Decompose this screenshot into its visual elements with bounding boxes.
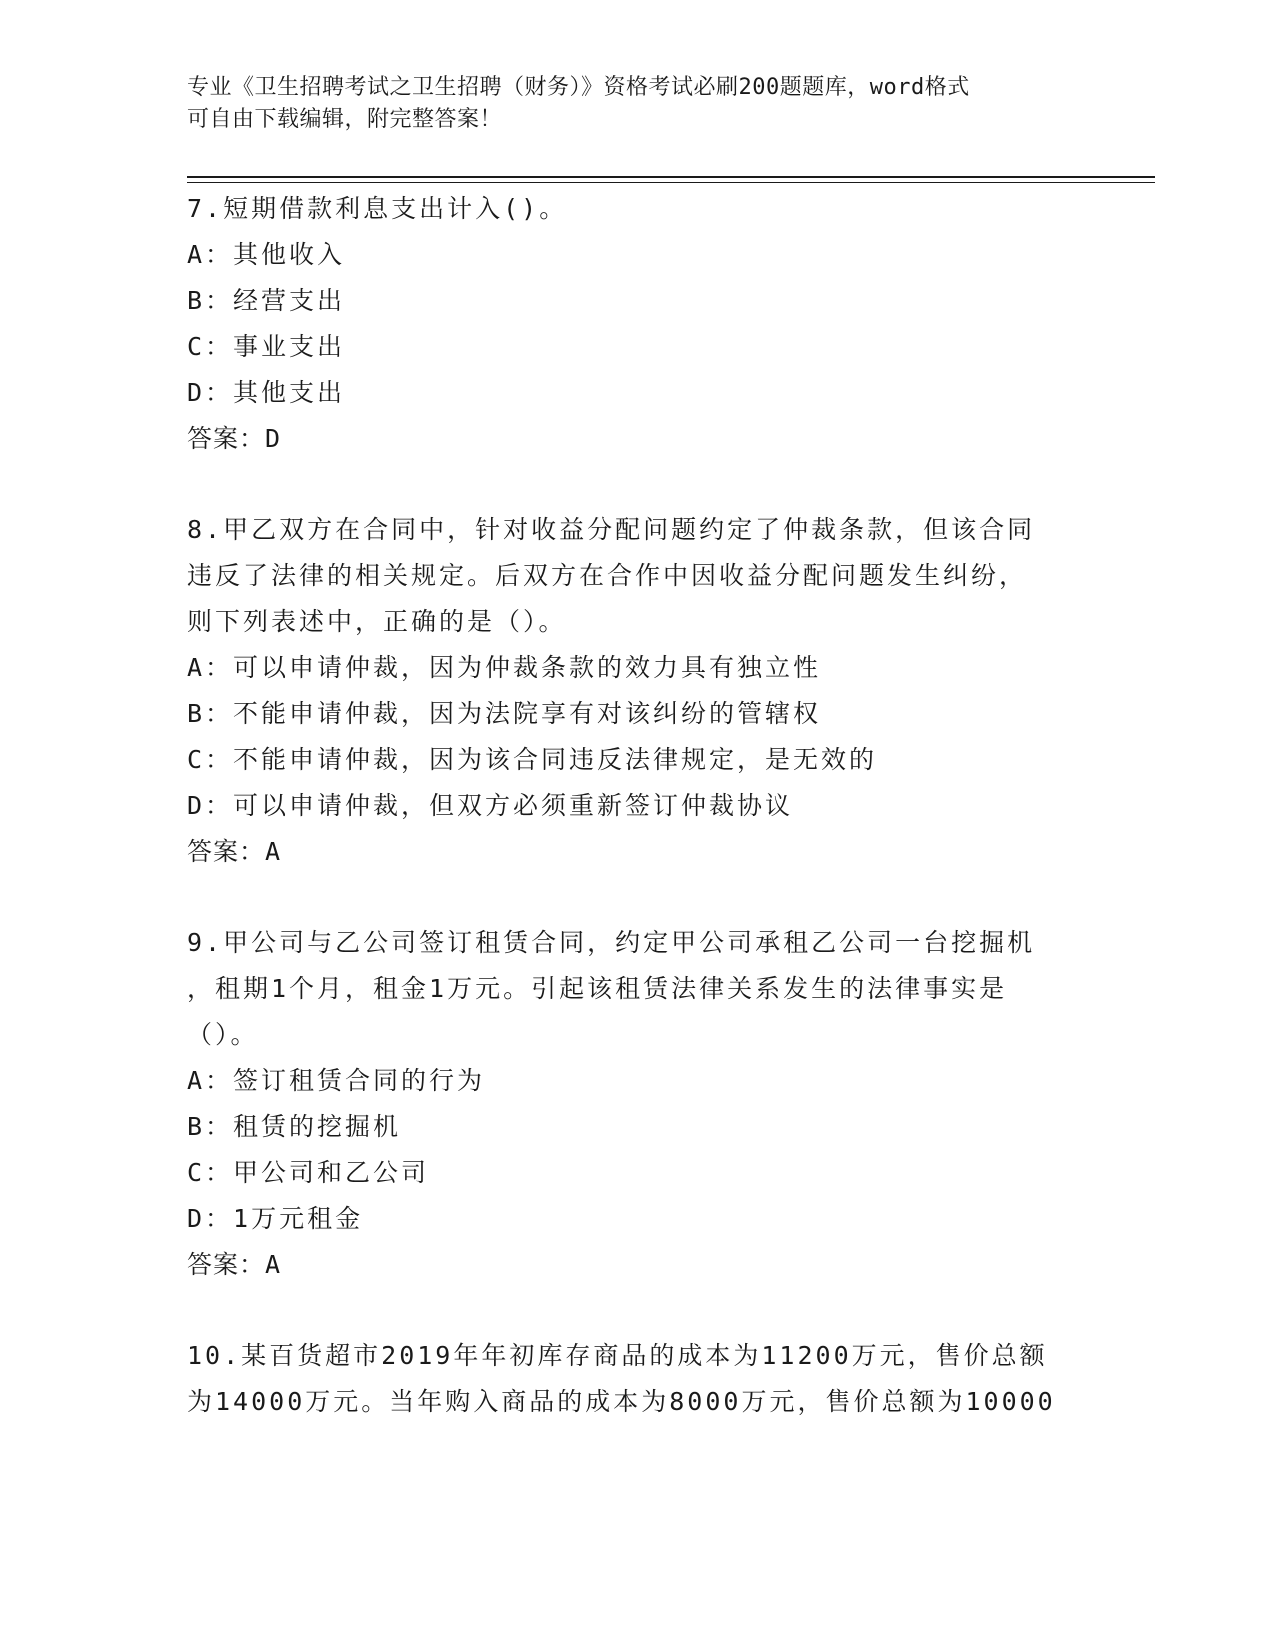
question-stem: 10.某百货超市2019年年初库存商品的成本为11200万元，售价总额 bbox=[187, 1341, 1048, 1370]
header-divider-thick bbox=[187, 176, 1155, 178]
question-stem: （）。 bbox=[187, 1020, 259, 1049]
question-stem: 7.短期借款利息支出计入()。 bbox=[187, 194, 568, 223]
question-9 bbox=[187, 920, 1087, 1288]
answer: 答案：A bbox=[187, 1250, 282, 1279]
header-divider-thin bbox=[187, 182, 1155, 183]
option-c: C：不能申请仲裁，因为该合同违反法律规定，是无效的 bbox=[187, 745, 878, 774]
question-stem: 为14000万元。当年购入商品的成本为8000万元，售价总额为10000 bbox=[187, 1387, 1056, 1416]
option-a: A：其他收入 bbox=[187, 240, 346, 269]
option-d: D：1万元租金 bbox=[187, 1204, 364, 1233]
option-a: A：签订租赁合同的行为 bbox=[187, 1066, 486, 1095]
question-list bbox=[187, 186, 1087, 1425]
question-stem: 违反了法律的相关规定。后双方在合作中因收益分配问题发生纠纷， bbox=[187, 561, 1028, 590]
option-d: D：其他支出 bbox=[187, 378, 346, 407]
option-c: C：甲公司和乙公司 bbox=[187, 1158, 430, 1187]
header-line-1: 专业《卫生招聘考试之卫生招聘（财务）》资格考试必刷200题题库，word格式 bbox=[187, 75, 970, 100]
option-d: D：可以申请仲裁，但双方必须重新签订仲裁协议 bbox=[187, 791, 794, 820]
option-b: B：租赁的挖掘机 bbox=[187, 1112, 402, 1141]
question-stem: 9.甲公司与乙公司签订租赁合同，约定甲公司承租乙公司一台挖掘机 bbox=[187, 928, 1036, 957]
question-stem: 8.甲乙双方在合同中，针对收益分配问题约定了仲裁条款，但该合同 bbox=[187, 515, 1036, 544]
option-c: C：事业支出 bbox=[187, 332, 346, 361]
option-b: B：不能申请仲裁，因为法院享有对该纠纷的管辖权 bbox=[187, 699, 822, 728]
question-stem: ，租期1个月，租金1万元。引起该租赁法律关系发生的法律事实是 bbox=[187, 974, 1008, 1003]
question-7 bbox=[187, 186, 1087, 462]
option-b: B：经营支出 bbox=[187, 286, 346, 315]
answer: 答案：A bbox=[187, 837, 282, 866]
question-stem: 则下列表述中，正确的是（）。 bbox=[187, 607, 567, 636]
question-10 bbox=[187, 1333, 1087, 1425]
header-line-2: 可自由下载编辑，附完整答案！ bbox=[187, 107, 503, 132]
question-8 bbox=[187, 507, 1087, 875]
answer: 答案：D bbox=[187, 424, 282, 453]
option-a: A：可以申请仲裁，因为仲裁条款的效力具有独立性 bbox=[187, 653, 822, 682]
document-header bbox=[187, 72, 1067, 136]
